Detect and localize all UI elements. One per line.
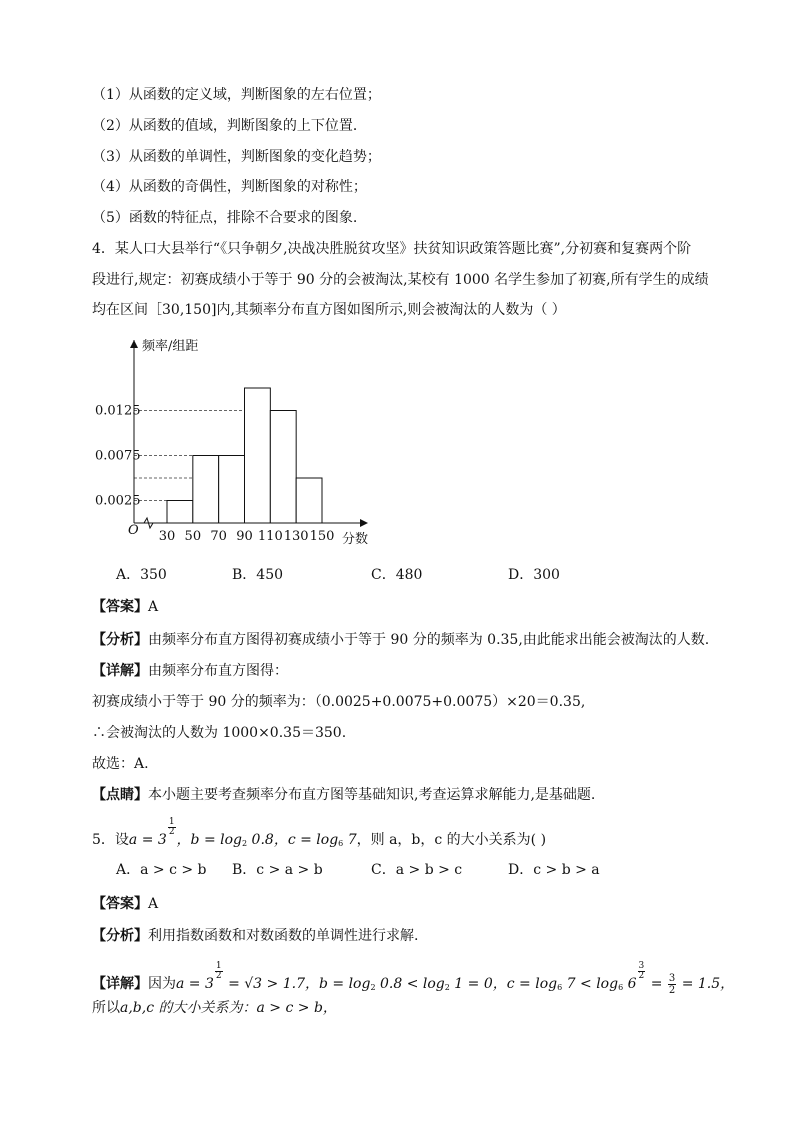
q5-stem-b-base: 2 — [242, 839, 248, 848]
q5-detail — [92, 962, 734, 998]
q5-stem — [92, 818, 546, 854]
q4-calc-1: 初赛成绩小于等于 90 分的频率为：（0.0025+0.0075+0.0075）×20＝0.35, — [92, 694, 586, 710]
q4-choose: 故选：A. — [92, 756, 149, 772]
detail-c-fraction — [668, 973, 676, 996]
exponent-denominator: 2 — [168, 827, 175, 837]
x-tick-label: 130 — [283, 529, 309, 544]
q5-option-d[interactable]: D．c > b > a — [508, 862, 600, 878]
q5-conclusion — [92, 998, 337, 1018]
conclusion-prefix: 所以 — [92, 1000, 120, 1016]
histogram-bar — [193, 456, 219, 524]
detail-a: a = 3 — [176, 976, 214, 992]
x-axis-arrow — [360, 519, 368, 527]
histogram-bar — [296, 478, 322, 523]
y-tick-label: 0.0025 — [95, 493, 141, 509]
q4-option-a[interactable]: A．350 — [116, 567, 167, 583]
method-2: （2）从函数的值域，判断图象的上下位置． — [92, 118, 367, 134]
q5-answer — [92, 894, 158, 914]
answer-tag: 【答案】 — [92, 599, 148, 615]
answer-value: A — [148, 896, 159, 912]
x-tick-label: 50 — [184, 529, 202, 544]
x-tick-label: 70 — [210, 529, 227, 544]
q4-option-c[interactable]: C．480 — [371, 567, 423, 583]
comment-tag: 【点睛】 — [92, 787, 148, 803]
detail-a-exponent — [215, 962, 223, 981]
detail-tag: 【详解】 — [92, 663, 148, 679]
detail-b: ，b = log — [304, 976, 371, 992]
conclusion-rest: 的大小关系为：a > c > b， — [154, 1000, 337, 1016]
detail-c-base: 6 — [557, 983, 563, 992]
frequency-histogram — [92, 330, 392, 555]
q5-stem-c: ，c = log — [273, 832, 339, 848]
detail-text: 由频率分布直方图得： — [148, 663, 288, 679]
q5-stem-prefix: 5．设 — [92, 832, 129, 848]
method-3: （3）从函数的单调性，判断图象的变化趋势； — [92, 149, 381, 165]
q4-stem-line-1: 4．某人口大县举行“《只争朝夕,决战决胜脱贫攻坚》扶贫知识政策答题比赛”,分初赛和复赛两个阶 — [92, 241, 692, 257]
detail-c-rest: 7 < log — [562, 976, 619, 992]
origin-label: O — [128, 523, 139, 538]
q5-stem-b: ，b = log — [176, 832, 243, 848]
analysis-text: 利用指数函数和对数函数的单调性进行求解. — [148, 928, 419, 944]
detail-a-rest: = √3 > 1.7 — [223, 976, 305, 992]
detail-tag: 【详解】 — [92, 976, 148, 992]
analysis-text: 由频率分布直方图得初赛成绩小于等于 90 分的频率为 0.35,由此能求出能会被淘汰的人数. — [148, 632, 710, 648]
detail-c: ，c = log — [492, 976, 558, 992]
y-axis-arrow — [130, 340, 138, 348]
fraction-denominator: 2 — [668, 984, 676, 996]
analysis-tag: 【分析】 — [92, 928, 148, 944]
q4-option-b[interactable]: B．450 — [232, 567, 284, 583]
y-tick-label: 0.0075 — [95, 448, 141, 464]
q5-stem-a: a = 3 — [128, 832, 167, 848]
histogram-bar — [270, 411, 296, 524]
detail-b-base: 2 — [370, 983, 376, 992]
q4-analysis — [92, 630, 709, 650]
q4-option-d[interactable]: D．300 — [508, 567, 560, 583]
q5-stem-c-arg: 7 — [343, 832, 357, 848]
answer-tag: 【答案】 — [92, 896, 148, 912]
q4-stem-line-2: 段进行,规定：初赛成绩小于等于 90 分的会被淘汰,某校有 1000 名学生参加了初赛,所有学生的成绩 — [92, 272, 709, 288]
q5-stem-a-exponent — [168, 818, 176, 837]
method-4: （4）从函数的奇偶性，判断图象的对称性； — [92, 179, 367, 195]
q5-option-c[interactable]: C．a > b > c — [371, 862, 463, 878]
exponent-numerator: 1 — [168, 817, 175, 827]
y-axis-label: 频率/组距 — [142, 339, 199, 354]
analysis-tag: 【分析】 — [92, 632, 148, 648]
x-tick-label: 30 — [158, 529, 176, 544]
detail-b-rest: 0.8 < log — [375, 976, 445, 992]
detail-b-rest-2: 1 = 0 — [449, 976, 493, 992]
comment-text: 本小题主要考查频率分布直方图等基础知识,考查运算求解能力,是基础题. — [148, 787, 596, 803]
q5-option-a[interactable]: A．a > c > b — [116, 862, 207, 878]
q5-stem-c-base: 6 — [338, 839, 344, 848]
histogram-bar — [219, 456, 245, 524]
fraction-numerator: 3 — [668, 972, 676, 984]
x-tick-label: 90 — [236, 529, 253, 544]
q5-analysis — [92, 926, 418, 946]
q4-calc-2: ∴会被淘汰的人数为 1000×0.35＝350. — [92, 725, 347, 741]
detail-c-exponent — [638, 962, 646, 981]
q4-detail — [92, 661, 288, 681]
q5-stem-b-arg: 0.8 — [247, 832, 274, 848]
answer-value: A — [148, 599, 159, 615]
exponent-numerator: 1 — [215, 961, 222, 971]
detail-b-base-2: 2 — [444, 983, 450, 992]
histogram-bar — [245, 388, 271, 523]
q5-stem-tail: ，则 a，b，c 的大小关系为( ) — [356, 832, 547, 848]
q4-answer — [92, 597, 158, 617]
x-tick-label: 110 — [257, 529, 283, 544]
detail-c-rest-2: 6 — [623, 976, 637, 992]
detail-c-base-2: 6 — [618, 983, 624, 992]
x-axis-label: 分数 — [342, 532, 369, 547]
x-tick-label: 150 — [309, 529, 335, 544]
method-5: （5）函数的特征点，排除不合要求的图象. — [92, 210, 358, 226]
exponent-denominator: 2 — [215, 971, 222, 981]
exponent-denominator: 2 — [638, 971, 645, 981]
histogram-bar — [167, 501, 193, 524]
exponent-numerator: 3 — [638, 961, 645, 971]
y-tick-label: 0.0125 — [95, 403, 141, 419]
q5-option-b[interactable]: B．c > a > b — [232, 862, 323, 878]
detail-prefix: 因为 — [148, 976, 176, 992]
detail-c-eq: = — [646, 976, 667, 992]
q4-stem-line-3: 均在区间［30,150]内,其频率分布直方图如图所示,则会被淘汰的人数为（ ） — [92, 302, 566, 318]
conclusion-vars: a,b,c — [120, 1000, 155, 1016]
detail-c-end: = 1.5， — [677, 976, 735, 992]
q4-comment — [92, 785, 595, 805]
method-1: （1）从函数的定义域，判断图象的左右位置； — [92, 87, 381, 103]
